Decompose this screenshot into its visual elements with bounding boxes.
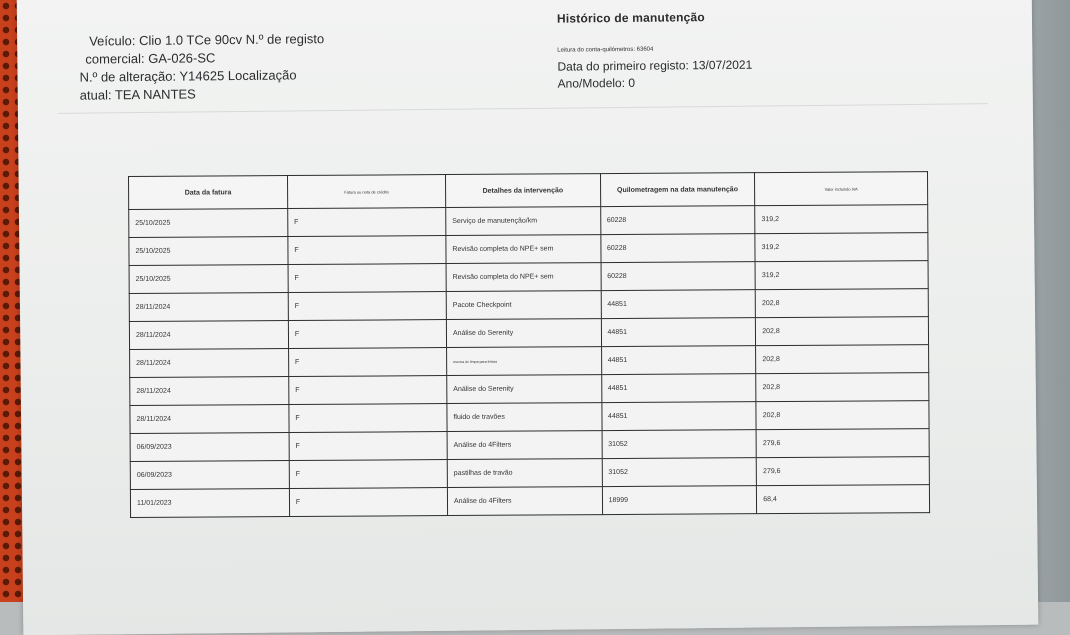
row-km: 31052 xyxy=(602,458,757,487)
row-type: F xyxy=(288,236,446,265)
row-km: 44851 xyxy=(601,374,756,403)
vehicle-line-3: N.º de alteração: Y14625 Localização xyxy=(79,67,297,85)
row-type: F xyxy=(288,320,446,349)
row-type: F xyxy=(288,264,446,293)
row-km: 44851 xyxy=(601,402,756,431)
row-detail: Serviço de manutenção/km xyxy=(446,207,601,236)
row-date: 28/11/2024 xyxy=(130,377,289,406)
year-model: Ano/Modelo: 0 xyxy=(557,75,636,91)
row-detail: Análise do Serenity xyxy=(447,375,602,404)
column-header-details: Detalhes da intervenção xyxy=(445,174,600,208)
row-detail: Análise do 4Filters xyxy=(447,487,602,516)
column-header-mileage: Quilometragem na data manutenção xyxy=(600,173,755,207)
table-row xyxy=(130,485,929,518)
header-divider xyxy=(58,103,988,114)
row-value: 279,6 xyxy=(756,429,929,458)
row-date: 25/10/2025 xyxy=(129,265,288,294)
row-value: 202,8 xyxy=(756,401,929,430)
row-type: F xyxy=(289,432,447,461)
row-date: 25/10/2025 xyxy=(129,209,288,238)
row-detail: Análise do Serenity xyxy=(446,319,601,348)
row-value: 319,2 xyxy=(755,261,928,290)
row-km: 44851 xyxy=(601,346,756,375)
row-km: 44851 xyxy=(601,290,756,319)
row-detail: Análise do 4Filters xyxy=(447,431,602,460)
row-type: F xyxy=(289,376,447,405)
row-type: F xyxy=(288,348,446,377)
vehicle-line-2: comercial: GA-026-SC xyxy=(85,50,216,67)
row-date: 28/11/2024 xyxy=(129,321,288,350)
row-value: 68,4 xyxy=(757,485,930,514)
maintenance-history-table xyxy=(128,171,930,518)
row-date: 11/01/2023 xyxy=(130,489,289,518)
row-km: 60228 xyxy=(600,234,755,263)
row-value: 202,8 xyxy=(756,317,929,346)
first-registration-date: Data do primeiro registo: 13/07/2021 xyxy=(557,57,753,74)
vehicle-line-4: atual: TEA NANTES xyxy=(79,86,196,103)
row-detail: pastilhas de travão xyxy=(447,459,602,488)
row-detail: fluido de travões xyxy=(447,403,602,432)
row-km: 31052 xyxy=(602,430,757,459)
vehicle-line-1: Veículo: Clio 1.0 TCe 90cv N.º de registo xyxy=(89,31,325,49)
document-title: Histórico de manutenção xyxy=(556,10,705,26)
row-detail: escova do limpa-para-brisas xyxy=(447,347,602,376)
row-date: 28/11/2024 xyxy=(130,349,289,378)
table-header-row xyxy=(129,172,928,210)
row-value: 202,8 xyxy=(755,289,928,318)
row-value: 319,2 xyxy=(755,205,928,234)
vehicle-info xyxy=(79,30,350,105)
row-date: 28/11/2024 xyxy=(129,293,288,322)
row-date: 06/09/2023 xyxy=(130,461,289,490)
row-date: 06/09/2023 xyxy=(130,433,289,462)
row-detail: Revisão completa do NPE+ sem xyxy=(446,235,601,264)
row-date: 25/10/2025 xyxy=(129,237,288,266)
row-date: 28/11/2024 xyxy=(130,405,289,434)
row-value: 202,8 xyxy=(756,373,929,402)
row-value: 279,6 xyxy=(756,457,929,486)
row-value: 202,8 xyxy=(756,345,929,374)
column-header-invoice-type: Fatura ou nota de crédito xyxy=(287,175,445,209)
row-km: 44851 xyxy=(601,318,756,347)
row-type: F xyxy=(289,460,447,489)
row-km: 60228 xyxy=(600,206,755,235)
row-km: 60228 xyxy=(601,262,756,291)
column-header-date: Data da fatura xyxy=(129,176,288,210)
row-value: 319,2 xyxy=(755,233,928,262)
row-type: F xyxy=(289,488,447,517)
odometer-reading: Leitura do conta-quilómetros: 63604 xyxy=(557,46,654,54)
row-detail: Revisão completa do NPE+ sem xyxy=(446,263,601,292)
row-detail: Pacote Checkpoint xyxy=(446,291,601,320)
row-type: F xyxy=(288,208,446,237)
history-header xyxy=(557,10,753,91)
column-header-value: Valor incluindo IVA xyxy=(755,172,928,206)
row-type: F xyxy=(288,292,446,321)
row-type: F xyxy=(289,404,447,433)
row-km: 18999 xyxy=(602,486,757,515)
